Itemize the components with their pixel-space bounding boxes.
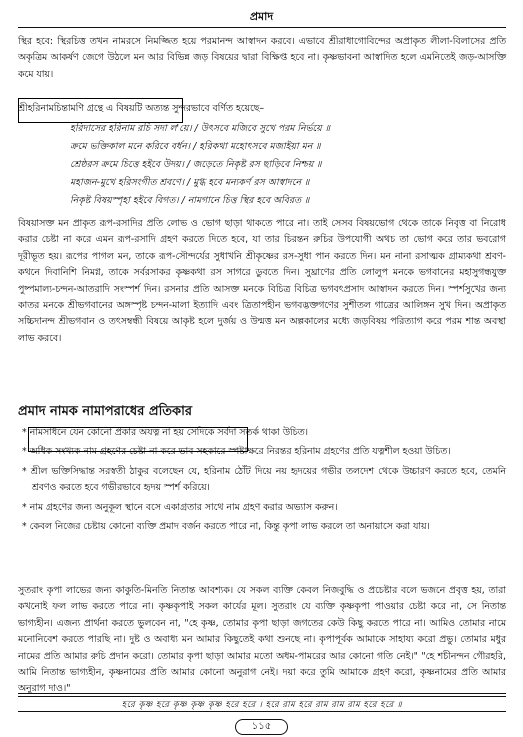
section-heading: প্রমাদ নামক নামাপরাধের প্রতিকার xyxy=(18,404,193,419)
paragraph-2: বিষয়াসক্ত মন প্রাকৃত রূপ-রসাদির প্রতি লোভ ও ভোগ ছাড়া থাকতে পারে না। তাই সেসব বিষয়ভোগ থেকে তাকে নিবৃত্ত বা নিরোধ করার চেষ্টা না করে এমন রূপ-রসাদি গ্রহণ করতে দিতে হবে, যা তার চিরন্তন রুচির উপযোগী অথচ তা ভোগ করে তার ভবরোগ দূরীভূত হয়। রূপের পাগল মন, তাকে রূপ-সৌন্দর্যের সুধাখনি শ্রীকৃষ্ণের রস-সুধা পান করতে দিন। মন নানা রসাত্মক গ্রাম্যকথা শ্রবণ-কথনে দিবানিশি নিমগ্ন, তাকে সর্বরসাকর কৃষ্ণকথা রস সাগরে ডুবতে দিন। সুঘ্রাণের প্রতি লোলুপ মনকে ভগবানের মহাসুগন্ধযুক্ত পুষ্পমাল্য-চন্দন-আতরাদি সংস্পর্শ দিন। রসনার প্রতি আসক্ত মনকে বিচিত্র বিচিত্র ভগবৎপ্রসাদ আস্বাদন করতে দিন। স্পর্শসুখের জন্য কাতর মনকে শ্রীভগবানের অঙ্গস্পৃষ্ট চন্দন-মালা ইত্যাদি এবং ত্রিতাপহীন ভগবদ্ভক্তগণের সুশীতল গাত্রের আলিঙ্গন সুখ দিন। অপ্রাকৃত সচ্চিদানন্দ শ্রীভগবান ও তৎসম্বন্ধী বিষয়ে আকৃষ্ট হলে দুর্জয় ও উন্মত্ত মন অল্পকালের মধ্যে জড়বিষয় পরিত্যাগ করে পরম শান্ত অবস্থা লাভ করবে। xyxy=(18,218,506,344)
highlight-box-book-title xyxy=(18,98,183,123)
remedy-item-5: * কেবল নিজের চেষ্টায় কোনো ব্যক্তি প্রমাদ বর্জন করতে পারে না, কিন্তু কৃপা লাভ করলে তা অনায়াসে করা যায়। xyxy=(22,521,430,533)
footer-rule-bottom xyxy=(18,711,506,712)
page-number: ১১৫ xyxy=(235,719,288,735)
footer-rule-top-2 xyxy=(18,696,506,697)
header-rule xyxy=(18,27,506,28)
paragraph-3: সুতরাং কৃপা লাভের জন্য কাকুতি-মিনতি নিতান্ত আবশ্যক। যে সকল ব্যক্তি কেবল নিজবুদ্ধি ও প্রচেষ্টার বলে ভজনে প্রবৃত্ত হয়, তারা কখনোই ফল লাভ করতে পারে না। কৃষ্ণকৃপাই সকল কার্যের মূল। সুতরাং যে ব্যক্তি কৃষ্ণকৃপা পাওয়ার চেষ্টা করে না, সে নিতান্ত ভাগ্যহীন। এজন্য প্রার্থনা করতে ভুলবেন না, "হে কৃষ্ণ, তোমার কৃপা ছাড়া জগতের কেউ কিছু করতে পারে না। আমিও তোমার নামে মনোনিবেশ করতে পারছি না। দুষ্ট ও অবাধ্য মন আমার কিছুতেই কথা শুনছে না। কৃপাপূর্বক আমাকে সাহায্য করো প্রভু। তোমার মধুর নামের প্রতি আমার রুচি প্রদান করো। তোমার কৃপা ছাড়া আমার মতো অধম-পামরের আর কোনো গতি নেই।" "হে শচীনন্দন গৌরহরি, আমি নিতান্ত ভাগ্যহীন, কৃষ্ণনামের প্রতি আমার কোনো অনুরাগ নেই। দয়া করে তুমি আমাকে গ্রহণ করো, কৃষ্ণনামের প্রতি আমার অনুরাগ দাও।" xyxy=(18,585,506,695)
footer-mantra: হরে কৃষ্ণ হরে কৃষ্ণ কৃষ্ণ কৃষ্ণ হরে হরে । হরে রাম হরে রাম রাম রাম হরে হরে ॥ xyxy=(121,700,403,710)
verse-line-3: শ্রেষ্ঠরস ক্রমে চিত্তে হইবে উদয়। / জড়েতে নিকৃষ্ট রস ছাড়িবে নিশ্চয় ॥ xyxy=(70,159,322,170)
verse-intro: শ্রীহরিনামচিন্তামণি গ্রন্থে এ বিষয়টি অত্যন্ত সুন্দরভাবে বর্ণিত হয়েছে– xyxy=(18,103,264,114)
verse-line-4: মহাজন-মুখে হরিসংগীত শ্রবণে। / মুগ্ধ হবে মন্যকর্ণ রস আস্বাদনে ॥ xyxy=(70,177,310,188)
remedy-item-4: * নাম গ্রহণের জন্য অনুকূল স্থানে বসে একাগ্রতার সাথে নাম গ্রহণ করার অভ্যাস করুন। xyxy=(22,501,338,513)
verse-line-1: হরিদাসের হরিনাম রচি সদা ল'য়ে। / উৎসবে মজিবে সুখে পরম নির্ভয়ে ॥ xyxy=(70,123,330,134)
footer-rule-top xyxy=(18,693,506,694)
remedy-item-2: * অধিক সংখ্যক নাম গ্রহণের চেষ্টা না করে ভাব সহকারে স্পষ্টাক্ষরে নিরন্তর হরিনাম গ্রহণের প্রতি যত্নশীল হওয়া উচিত। xyxy=(22,446,451,458)
highlight-box-remedy xyxy=(28,427,248,452)
paragraph-1: স্থির হবে: স্থিরচিত্ত তখন নামরসে নিমজ্জিত হয়ে পরমানন্দ আস্বাদন করবে। এভাবে শ্রীরাধাগোবিন্দের অপ্রাকৃত লীলা-বিলাসের প্রতি অকৃত্রিম আকর্ষণ জেগে উঠলে মন আর বিভিন্ন জড় বিষয়ের দ্বারা বিক্ষিপ্ত হবে না। কৃষ্ণভাবনা আস্বাদিত হলে এমনিতেই জড়-আসক্তি কমে যায়। xyxy=(18,36,506,80)
verse-line-5: নিকৃষ্ট বিষয়স্পৃহা হইবে বিগত। / নামগানে চিত্ত স্থির হবে অবিরত ॥ xyxy=(70,195,310,206)
remedy-item-1: * নামসাধনে যেন কোনো প্রকার অযত্ন না হয় সেদিকে সর্বদা সতর্ক থাকা উচিত। xyxy=(22,427,308,438)
verse-line-2: ক্রমে ভক্তিকাল মনে করিবে বর্ধন। / হরিকথা মহোৎসবে মজাইয়া মন ॥ xyxy=(70,141,321,152)
page-number-wrap xyxy=(0,714,523,735)
page-header-title: প্রমাদ xyxy=(249,10,274,23)
remedy-item-3: * শ্রীল ভক্তিসিদ্ধান্ত সরস্বতী ঠাকুর বলেছেন যে, হরিনাম ঠোঁট দিয়ে নয় হৃদয়ের গভীর তলদেশ থেকে উচ্চারণ করতে হবে, তেমনি শ্রবণও করতে হবে গভীরভাবে হৃদয় স্পর্শ করিয়ে। xyxy=(22,465,506,494)
